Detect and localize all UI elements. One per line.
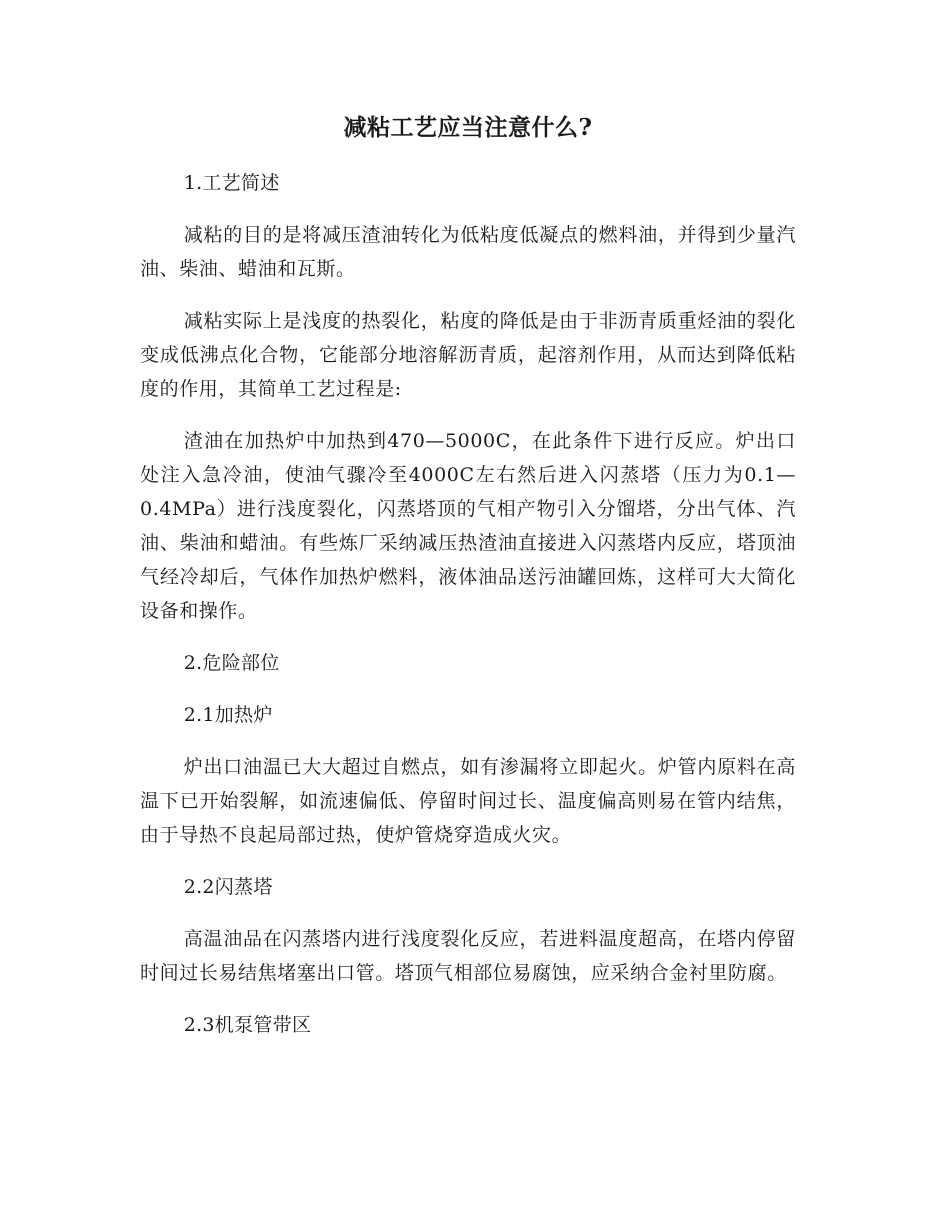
subheading-pump-pipe-area: 2.3机泵管带区 — [183, 1014, 312, 1036]
paragraph-heating-furnace: 炉出口油温已大大超过自燃点，如有渗漏将立即起火。炉管内原料在高温下已开始裂解，如流速偏低、停留时间过长、温度偏高则易在管内结焦，由于导热不良起局部过热，使炉管烧穿造成火灾。 — [140, 756, 796, 846]
paragraph-principle: 减粘实际上是浅度的热裂化，粘度的降低是由于非沥青质重烃油的裂化变成低沸点化合物，它能部分地溶解沥青质，起溶剂作用，从而达到降低粘度的作用，其简单工艺过程是: — [140, 310, 796, 400]
document-page — [140, 108, 796, 1042]
paragraph-process: 渣油在加热炉中加热到470—5000C，在此条件下进行反应。炉出口处注入急冷油，使油气骤冷至4000C左右然后进入闪蒸塔（压力为0.1—0.4MPa）进行浅度裂化，闪蒸塔顶的气相产物引入分馏塔，分出气体、汽油、柴油和蜡油。有些炼厂采纳减压热渣油直接进入闪蒸塔内反应，塔顶油气经冷却后，气体作加热炉燃料，液体油品送污油罐回炼，这样可大大简化设备和操作。 — [140, 430, 796, 622]
subheading-flash-tower: 2.2闪蒸塔 — [183, 876, 273, 898]
subheading-heating-furnace: 2.1加热炉 — [183, 704, 273, 726]
paragraph-purpose: 减粘的目的是将减压渣油转化为低粘度低凝点的燃料油，并得到少量汽油、柴油、蜡油和瓦斯。 — [140, 224, 796, 280]
title-spacer — [140, 148, 796, 166]
page-title: 减粘工艺应当注意什么? — [343, 114, 593, 141]
section-heading-hazards: 2.危险部位 — [183, 652, 280, 674]
section-heading-overview: 1.工艺简述 — [183, 172, 280, 194]
paragraph-flash-tower: 高温油品在闪蒸塔内进行浅度裂化反应，若进料温度超高，在塔内停留时间过长易结焦堵塞出口管。塔顶气相部位易腐蚀，应采纳合金衬里防腐。 — [140, 928, 796, 984]
